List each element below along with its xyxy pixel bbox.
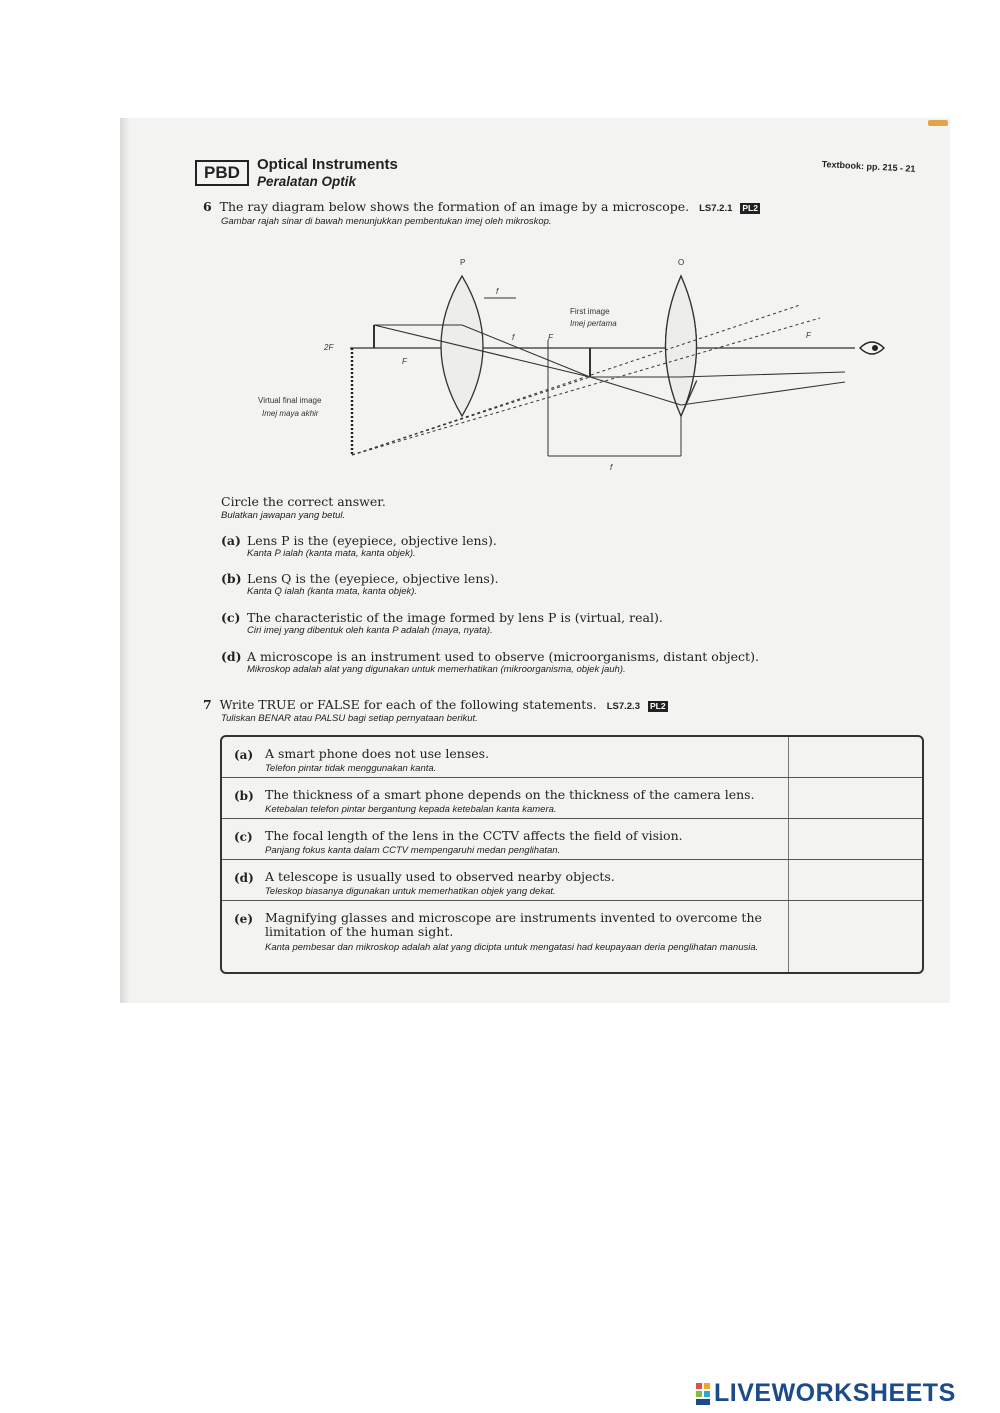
q6-instruction-malay: Bulatkan jawapan yang betul. [221, 510, 346, 521]
pbd-badge: PBD [195, 160, 249, 186]
row-letter: (c) [234, 830, 253, 844]
label-2fo: 2F [324, 343, 334, 352]
table-row [222, 778, 922, 819]
option-text-malay: Kanta P ialah (kanta mata, kanta objek). [247, 548, 416, 559]
statement-text-malay: Teleskop biasanya digunakan untuk memerhatikan objek yang dekat. [265, 886, 556, 897]
virtual-image-label: Virtual final image [258, 396, 322, 405]
q7-number: 7 [203, 697, 212, 712]
option-text[interactable]: The characteristic of the image formed by lens P is (virtual, real). [247, 610, 663, 625]
virtual-image-label-malay: Imej maya akhir [262, 409, 319, 418]
microscope-ray-diagram [0, 0, 1000, 520]
q6-instruction: Circle the correct answer. [221, 494, 386, 509]
q6-level-badge: PL2 [742, 203, 758, 213]
option-letter: (a) [221, 533, 241, 548]
q7-text: Write TRUE or FALSE for each of the following statements. [219, 697, 597, 712]
option-text-malay: Ciri imej yang dibentuk oleh kanta P adalah (maya, nyata). [247, 625, 493, 636]
statement-text: Magnifying glasses and microscope are instruments invented to overcome the limitation of the human sight. [265, 910, 762, 939]
option-letter: (b) [221, 571, 242, 586]
first-image-label: First image [570, 307, 610, 316]
true-false-table [220, 735, 924, 974]
liveworksheets-logo-icon [694, 1377, 714, 1411]
table-row [222, 901, 922, 971]
q7-text-malay: Tuliskan BENAR atau PALSU bagi setiap pernyataan berikut. [221, 713, 478, 724]
textbook-reference: Textbook: pp. 215 - 21 [821, 159, 916, 174]
answer-input-a[interactable] [790, 737, 920, 777]
statement-text: A smart phone does not use lenses. [265, 746, 490, 761]
option-text[interactable]: Lens Q is the (eyepiece, objective lens). [247, 571, 499, 586]
label-fe-bottom: f [610, 463, 613, 472]
q6-number: 6 [203, 199, 212, 214]
statement-text-malay: Ketebalan telefon pintar bergantung kepada ketebalan kanta kamera. [265, 804, 557, 815]
option-text[interactable]: Lens P is the (eyepiece, objective lens). [247, 533, 497, 548]
q6-text: The ray diagram below shows the formation of an image by a microscope. [219, 199, 690, 214]
statement-text-malay: Panjang fokus kanta dalam CCTV mempengaruhi medan penglihatan. [265, 845, 561, 856]
label-fe: F [548, 333, 553, 342]
row-letter: (a) [234, 748, 254, 762]
row-letter: (d) [234, 871, 254, 885]
section-title-malay: Peralatan Optik [257, 174, 357, 189]
q7-prompt [203, 697, 668, 712]
label-fo: F [402, 357, 407, 366]
eye-icon [860, 342, 884, 354]
option-text[interactable]: A microscope is an instrument used to observe (microorganisms, distant object). [247, 649, 759, 664]
option-letter: (d) [221, 649, 242, 664]
option-text-malay: Kanta Q ialah (kanta mata, kanta objek). [247, 586, 418, 597]
statement-text-malay: Telefon pintar tidak menggunakan kanta. [265, 763, 437, 774]
answer-input-d[interactable] [790, 860, 920, 900]
first-image-label-malay: Imej pertama [570, 319, 617, 328]
answer-input-c[interactable] [790, 819, 920, 859]
table-row [222, 819, 922, 860]
q7-code: LS7.2.3 [606, 701, 640, 712]
statement-text: The thickness of a smart phone depends on the thickness of the camera lens. [265, 787, 755, 802]
q7-level-badge: PL2 [649, 701, 666, 711]
statement-text-malay: Kanta pembesar dan mikroskop adalah alat yang dicipta untuk mengatasi had keupayaan deria penglihatan manusia. [265, 942, 759, 953]
row-letter: (b) [234, 789, 254, 803]
statement-text: The focal length of the lens in the CCTV affects the field of vision. [265, 828, 683, 843]
answer-input-e[interactable] [790, 901, 920, 971]
q6-code: LS7.2.1 [699, 203, 733, 214]
answer-input-b[interactable] [790, 778, 920, 818]
label-fo-top: f [496, 287, 499, 296]
liveworksheets-logo-text[interactable]: LIVEWORKSHEETS [714, 1379, 956, 1407]
table-row [222, 860, 922, 901]
label-fe-right: F [806, 331, 811, 340]
row-letter: (e) [234, 912, 253, 926]
section-title: Optical Instruments [257, 156, 398, 173]
option-letter: (c) [221, 610, 241, 625]
lens-p-label: P [460, 258, 466, 267]
label-f-mid: f [512, 333, 515, 342]
option-text-malay: Mikroskop adalah alat yang digunakan untuk memerhatikan (mikroorganisma, objek jauh). [247, 664, 626, 675]
lens-q-label: O [678, 258, 685, 267]
table-row [222, 737, 922, 778]
statement-text: A telescope is usually used to observed nearby objects. [265, 869, 615, 884]
q6-text-malay: Gambar rajah sinar di bawah menunjukkan pembentukan imej oleh mikroskop. [221, 216, 552, 227]
